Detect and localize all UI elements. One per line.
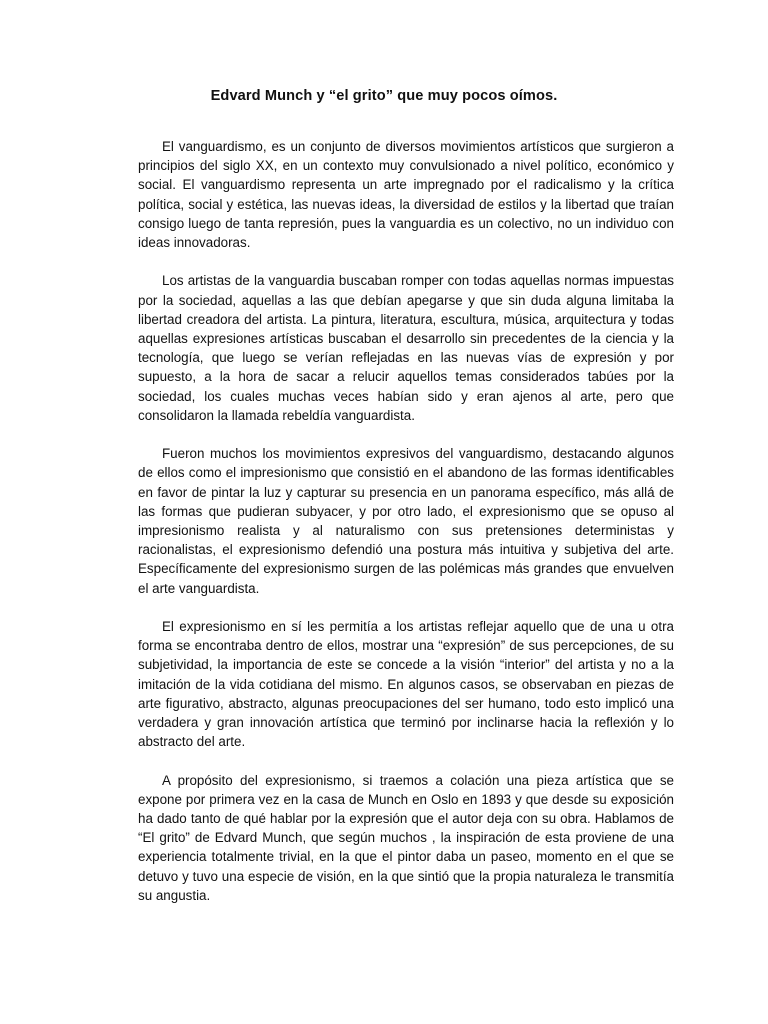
paragraph-3 [138,444,674,598]
paragraph-1-text: El vanguardismo, es un conjunto de diversos movimientos artísticos que surgieron a principios del siglo XX, en un contexto muy convulsionado a nivel político, económico y social. El vanguardismo representa un arte impregnado por el radicalismo y la crítica política, social y estética, las nuevas ideas, la diversidad de estilos y la libertad que traían consigo luego de tanta represión, pues la vanguardia es un colectivo, no un individuo con ideas innovadoras. [138,139,674,251]
paragraph-5-text: A propósito del expresionismo, si traemos a colación una pieza artística que se expone por primera vez en la casa de Munch en Oslo en 1893 y que desde su exposición ha dado tanto de qué hablar por la expresión que el autor deja con su obra. Hablamos de “El grito” de Edvard Munch, que según muchos , la inspiración de esta proviene de una experiencia totalmente trivial, en la que el pintor daba un paseo, momento en el que se detuvo y tuvo una especie de visión, en la que sintió que la propia naturaleza le transmitía su angustia. [138,772,674,903]
paragraph-2-text: Los artistas de la vanguardia buscaban romper con todas aquellas normas impuestas por la sociedad, aquellas a las que debían apegarse y que sin duda alguna limitaba la libertad creadora del artista. La pintura, literatura, escultura, música, arquitectura y todas aquellas expresiones artísticas buscaban el desarrollo sin precedentes de la ciencia y la tecnología, que luego se verían reflejadas en las nuevas vías de expresión y por supuesto, a la hora de sacar a relucir aquellos temas considerados tabúes por la sociedad, los cuales muchas veces habían sido y eran ajenos al arte, pero que consolidaron la llamada rebeldía vanguardista. [138,273,674,423]
paragraph-1 [138,137,674,252]
paragraph-2 [138,271,674,425]
paragraph-3-text: Fueron muchos los movimientos expresivos del vanguardismo, destacando algunos de ellos como el impresionismo que consistió en el abandono de las formas identificables en favor de pintar la luz y capturar su presencia en un panorama específico, más allá de las formas que pudieran subyacer, y por otro lado, el expresionismo que se opuso al impresionismo realista y al naturalismo con sus pretensiones deterministas y racionalistas, el expresionismo defendió una postura más intuitiva y subjetiva del arte. Específicamente del expresionismo surgen de las polémicas más grandes que envuelven el arte vanguardista. [138,446,674,596]
paragraph-4 [138,617,674,751]
document-body [138,137,674,924]
paragraph-5 [138,771,674,905]
document-title: Edvard Munch y “el grito” que muy pocos oímos. [210,88,558,104]
paragraph-4-text: El expresionismo en sí les permitía a los artistas reflejar aquello que de una u otra forma se encontraba dentro de ellos, mostrar una “expresión” de sus percepciones, de su subjetividad, la importancia de este se concede a la visión “interior” del artista y no a la imitación de la vida cotidiana del mismo. En algunos casos, se observaban en piezas de arte figurativo, abstracto, algunas preocupaciones del ser humano, todo esto implicó una verdadera y gran innovación artística que terminó por inclinarse hacia la reflexión y lo abstracto del arte. [138,619,674,750]
